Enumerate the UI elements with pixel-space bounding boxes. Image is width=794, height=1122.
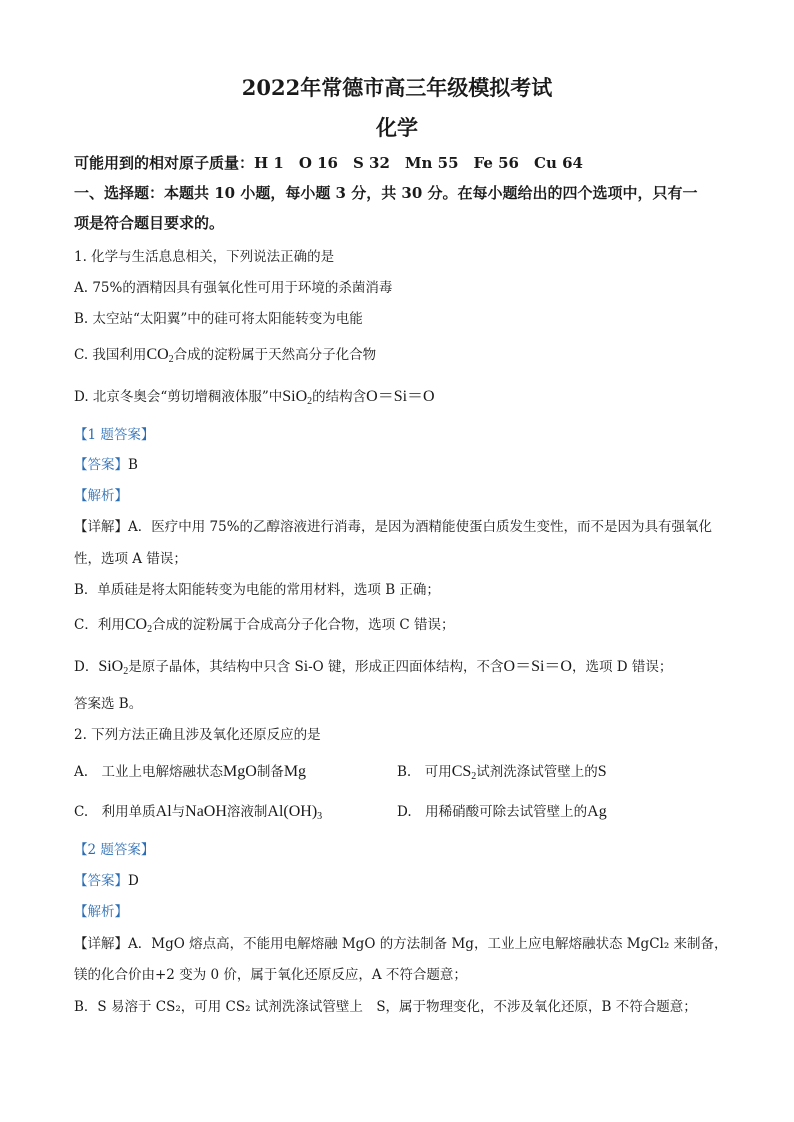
q1-answer: 【答案】B [74,457,138,473]
co2-formula: $CO_2$ [124,616,153,635]
double-bond-structure: O＝Si＝O [366,388,435,405]
s-formula: S [597,763,607,780]
q2-option-c: C. 利用单质Al与NaOH溶液制$Al(OH)_3$ [74,803,323,822]
cs2-formula: $CS_2$ [451,763,477,782]
q1-analysis-tag: 【解析】 [74,488,128,504]
q1-option-c-post: 合成的淀粉属于天然高分子化合物 [173,347,377,363]
atomic-masses: 可能用到的相对原子质量：H 1 O 16 S 32 Mn 55 Fe 56 Cu 64 [74,154,583,172]
q1-option-c-pre: C. 我国利用 [74,347,147,363]
q1-conclusion: 答案选 B。 [74,696,143,712]
q2-detail-line2: 镁的化合价由+2 变为 0 价，属于氧化还原反应，A 不符合题意； [74,967,467,983]
sio2-formula: SiO$_2$ [98,658,129,677]
co2-formula: $CO_2$ [146,346,174,365]
al-formula: Al [155,803,172,820]
sio2-formula: SiO$_2$ [282,388,313,407]
q1-detail-d: D．SiO$_2$是原子晶体，其结构中只含 Si-O 键，形成正四面体结构，不含O＝Si＝O，选项 D 错误； [74,658,673,677]
naoh-formula: NaOH [185,803,227,820]
q1-option-d [74,383,435,407]
ag-formula: Ag [587,803,607,820]
mgo-formula: MgO [223,763,257,780]
q2-option-b: B. 可用$CS_2$试剂洗涤试管壁上的S [397,763,607,782]
q2-analysis-tag: 【解析】 [74,904,128,920]
section-heading-line1: 一、选择题：本题共 10 小题，每小题 3 分，共 30 分。在每小题给出的四个选项中，只有一 [74,184,698,202]
q1-detail-line2: 性，选项 A 错误； [74,551,187,567]
q2-detail-b: B．S 易溶于 CS₂，可用 CS₂ 试剂洗涤试管壁上 S，属于物理变化，不涉及氧化还原，B 不符合题意； [74,999,697,1015]
mg-formula: Mg [283,763,307,780]
section-heading-line2: 项是符合题目要求的。 [74,214,225,232]
q1-option-d-pre: D. 北京冬奥会“剪切增稠液体服”中 [74,389,283,405]
q2-option-d: D. 用稀硝酸可除去试管壁上的Ag [397,803,607,820]
q1-detail-b: B．单质硅是将太阳能转变为电能的常用材料，选项 B 正确； [74,582,440,598]
q2-option-a: A. 工业上电解熔融状态MgO制备Mg [74,763,307,780]
aloh3-formula: $Al(OH)_3$ [267,803,323,822]
q1-stem: 1. 化学与生活息息相关，下列说法正确的是 [74,249,335,265]
double-bond-structure: O＝Si＝O [503,658,572,675]
q1-option-c [74,343,376,365]
q1-option-a: A. 75%的酒精因具有强氧化性可用于环境的杀菌消毒 [74,280,393,296]
q1-option-d-mid: 的结构含 [312,389,367,405]
q1-detail-line1: 【详解】A．医疗中用 75%的乙醇溶液进行消毒，是因为酒精能使蛋白质发生变性，而不是因为具有强氧化 [74,519,713,535]
q2-detail-line1: 【详解】A．MgO 熔点高，不能用电解熔融 MgO 的方法制备 Mg，工业上应电解熔融状态 MgCl₂ 来制备， [74,936,728,952]
subject-title: 化学 [376,115,418,140]
q1-answer-tag: 【1 题答案】 [74,427,155,443]
q2-stem: 2. 下列方法正确且涉及氧化还原反应的是 [74,727,321,743]
exam-title: 2022年常德市高三年级模拟考试 [241,75,553,100]
q2-answer: 【答案】D [74,873,139,889]
q1-detail-c: C．利用$CO_2$合成的淀粉属于合成高分子化合物，选项 C 错误； [74,616,455,635]
q1-option-b: B. 太空站“太阳翼”中的硅可将太阳能转变为电能 [74,311,363,327]
q2-answer-tag: 【2 题答案】 [74,842,155,858]
